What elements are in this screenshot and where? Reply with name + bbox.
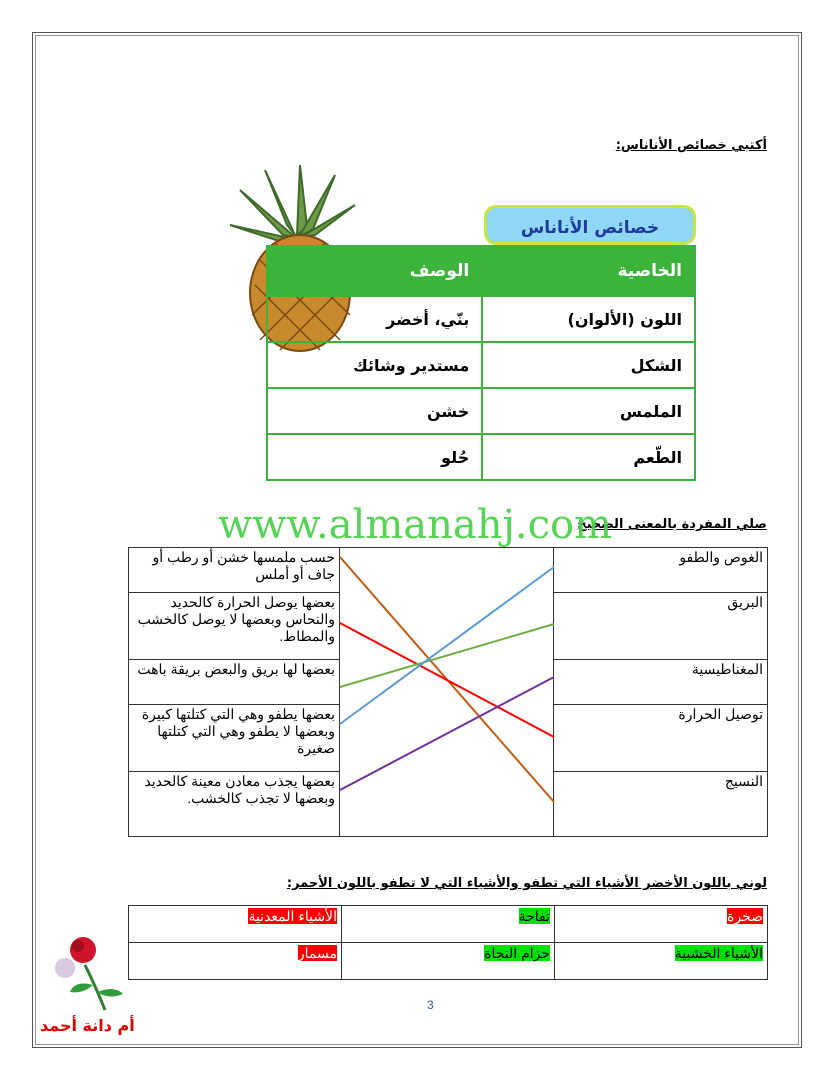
table-row (267, 434, 695, 480)
table-row (267, 342, 695, 388)
coloring-table (128, 905, 768, 980)
item-metal-things: الأشياء المعدنية (248, 908, 337, 924)
meaning-cell: بعضها يجذب معادن معينة كالحديد وبعضها لا تجذب كالخشب. (128, 771, 340, 837)
property-cell: الشكل (482, 342, 695, 388)
item-lifebelt: حزام النجاة (484, 945, 550, 961)
property-cell: الطّعم (482, 434, 695, 480)
item-wooden-things: الأشياء الخشبية (674, 945, 763, 961)
item-apple: تفاحة (518, 908, 550, 924)
col-description-header: الوصف (267, 246, 482, 296)
heading-coloring: لوني باللون الأخضر الأشياء التي تطفو والأشياء التي لا تطفو باللون الأحمر: (286, 876, 767, 891)
description-cell: مستدير وشائك (267, 342, 482, 388)
connection-line (340, 677, 554, 790)
table-row (267, 296, 695, 342)
watermark: www.almanahj.com (218, 502, 613, 548)
term-cell: النسيج (553, 771, 768, 837)
term-cell: توصيل الحرارة (553, 704, 768, 772)
item-rock: صخرة (727, 908, 763, 924)
col-property-header: الخاصية (482, 246, 695, 296)
properties-table-title: خصائص الأناناس (484, 205, 696, 245)
heading-pineapple-properties: أكتبي خصائص الأناناس: (615, 138, 767, 153)
term-cell: الغوص والطفو (553, 547, 768, 593)
table-row (267, 388, 695, 434)
description-cell: بنّي، أخضر (267, 296, 482, 342)
description-cell: حُلو (267, 434, 482, 480)
author-signature: أم دانة أحمد (40, 1016, 135, 1035)
meaning-cell: بعضها لها بريق والبعض بريقة باهت (128, 659, 340, 705)
heading-matching: صلي المفردة بالمعنى الصحيح (577, 517, 767, 532)
term-cell: البريق (553, 592, 768, 660)
rose-icon (45, 930, 130, 1015)
table-row (129, 943, 768, 980)
meaning-cell: بعضها يطفو وهي التي كتلتها كبيرة وبعضها لا يطفو وهي التي كتلتها صغيرة (128, 704, 340, 772)
connection-line (340, 623, 554, 737)
description-cell: خشن (267, 388, 482, 434)
connection-line (340, 567, 554, 724)
page-number: 3 (427, 998, 434, 1012)
connection-line (340, 624, 554, 687)
property-cell: الملمس (482, 388, 695, 434)
item-nail: مسمار (297, 945, 337, 961)
table-row (129, 906, 768, 943)
property-cell: اللون (الألوان) (482, 296, 695, 342)
properties-table (266, 245, 696, 481)
term-cell: المغناطيسية (553, 659, 768, 705)
meaning-cell: حسب ملمسها خشن أو رطب أو جاف أو أملس (128, 547, 340, 593)
meaning-cell: بعضها يوصل الحرارة كالحديد والنحاس وبعضها لا يوصل كالخشب والمطاط. (128, 592, 340, 660)
connection-lines (128, 547, 768, 837)
